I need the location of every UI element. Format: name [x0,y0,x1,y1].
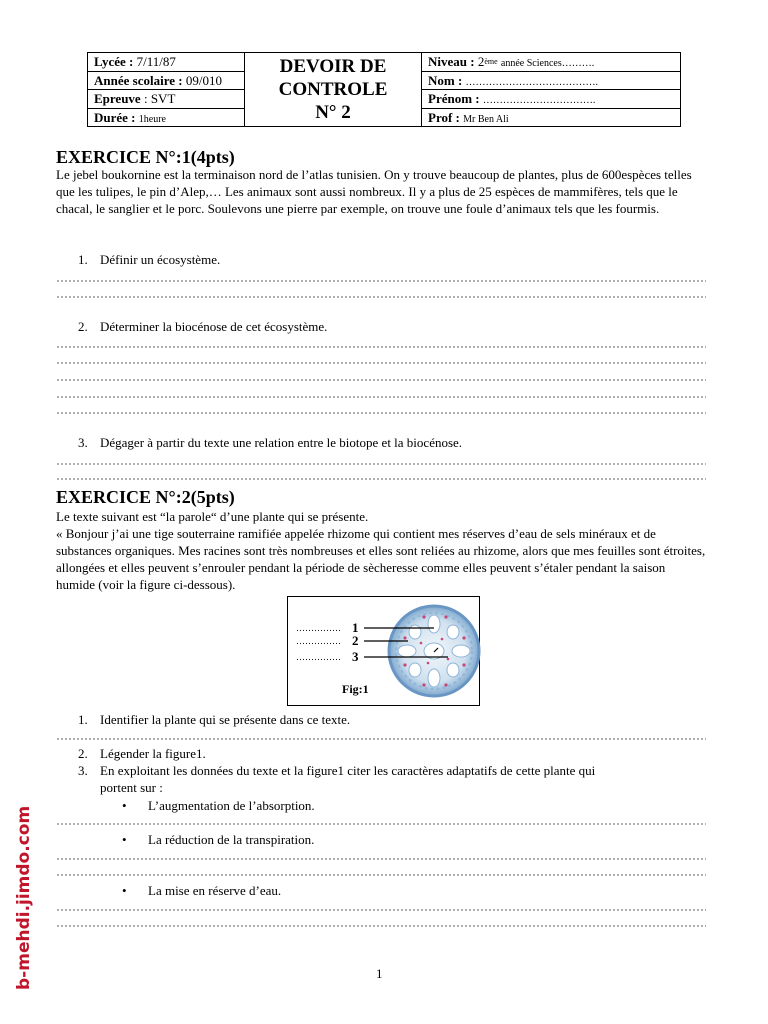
rhizome-section-illustration [288,597,481,707]
answer-line[interactable] [56,823,706,825]
header-right-column [422,53,680,126]
exercise-2-intro: Le texte suivant est “la parole“ d’une plante qui se présente. [56,509,369,524]
niveau-cell: Niveau : 2ème année Sciences………. [422,53,680,72]
page-number: 1 [376,966,383,981]
answer-line[interactable] [56,362,706,364]
exercise-1-question-2: 2. Déterminer la biocénose de cet écosystème. [78,319,328,334]
answer-line[interactable] [56,379,706,381]
exercise-1-question-1: 1. Définir un écosystème. [78,252,221,267]
exercise-2-question-3: 3. En exploitant les données du texte et la figure1 citer les caractères adaptatifs de cette plante qui [78,763,596,778]
prof-cell: Prof : Mr Ben Ali [428,109,509,125]
answer-line[interactable] [56,858,706,860]
exercise-1-text: Le jebel boukornine est la terminaison nord de l’atlas tunisien. On y trouve beaucoup de plantes, plus de 600espèces telles que les tulipes, le pin d’Alep,… Les animaux sont aussi nombreux. Il y a plus de 25 espèces de mammifères, tels que le chacal, le sanglier et le porc. Soulevons une pierre par exemple, on trouve une foule d’animaux tels que les fourmis. [56,167,692,216]
answer-line[interactable] [56,296,706,298]
exercise-2-question-1: 1. Identifier la plante qui se présente dans ce texte. [78,712,351,727]
answer-line[interactable] [56,463,706,465]
answer-line[interactable] [56,412,706,414]
exercise-2-title: EXERCICE N°:2(5pts) [56,487,235,507]
figure-label-1-dots: …………… [296,623,341,633]
answer-line[interactable] [56,346,706,348]
figure-label-2-dots: …………… [296,636,341,646]
prenom-cell: Prénom : ……………………………. [422,90,680,109]
annee-cell: Année scolaire : 09/010 [88,72,244,91]
answer-line[interactable] [56,874,706,876]
figure-caption: Fig:1 [342,682,369,696]
bullet-water-reserve: • La mise en réserve d’eau. [122,883,282,898]
answer-line[interactable] [56,925,706,927]
bullet-absorption: • L’augmentation de l’absorption. [122,798,315,813]
exercise-1-title: EXERCICE N°:1(4pts) [56,147,235,167]
answer-line[interactable] [56,478,706,480]
exercise-2-question-3-continued: portent sur : [100,780,163,795]
figure-1 [287,596,480,706]
answer-line[interactable] [56,738,706,740]
figure-label-3-dots: …………… [296,652,341,662]
exercise-2-question-2: 2. Légender la figure1. [78,746,206,761]
exercise-2-text: « Bonjour j’ai une tige souterraine ramifiée appelée rhizome qui contient mes réserves d’eau de sels minéraux et de substances organiques. Mes racines sont très nombreuses et elles sont reliées au rhizome, alors que mes feuilles sont étroites, allongées et elles peuvent s’enrouler pendant la période de sècheresse comme elles peuvent s’étaler pendant la saison humide (voir la figure ci-dessous). [56,526,706,592]
header-table [87,52,681,127]
header-left-column [88,53,245,126]
bullet-transpiration: • La réduction de la transpiration. [122,832,315,847]
nom-cell: Nom : …………………………………. [422,72,680,91]
answer-line[interactable] [56,396,706,398]
side-watermark: b-mehdi.jimdo.com [14,805,34,990]
header-title: DEVOIR DE CONTROLE N° 2 [245,53,422,126]
epreuve-cell: Epreuve : SVT [88,90,244,109]
duree-cell: Durée : 1heure [94,109,166,125]
exercise-1-question-3: 3. Dégager à partir du texte une relation entre le biotope et la biocénose. [78,435,463,450]
lycee-cell: Lycée : 7/11/87 [88,53,244,72]
answer-line[interactable] [56,280,706,282]
figure-label-3: 3 [352,649,359,664]
answer-line[interactable] [56,909,706,911]
figure-label-2: 2 [352,633,359,648]
figure-label-1: 1 [352,620,359,635]
